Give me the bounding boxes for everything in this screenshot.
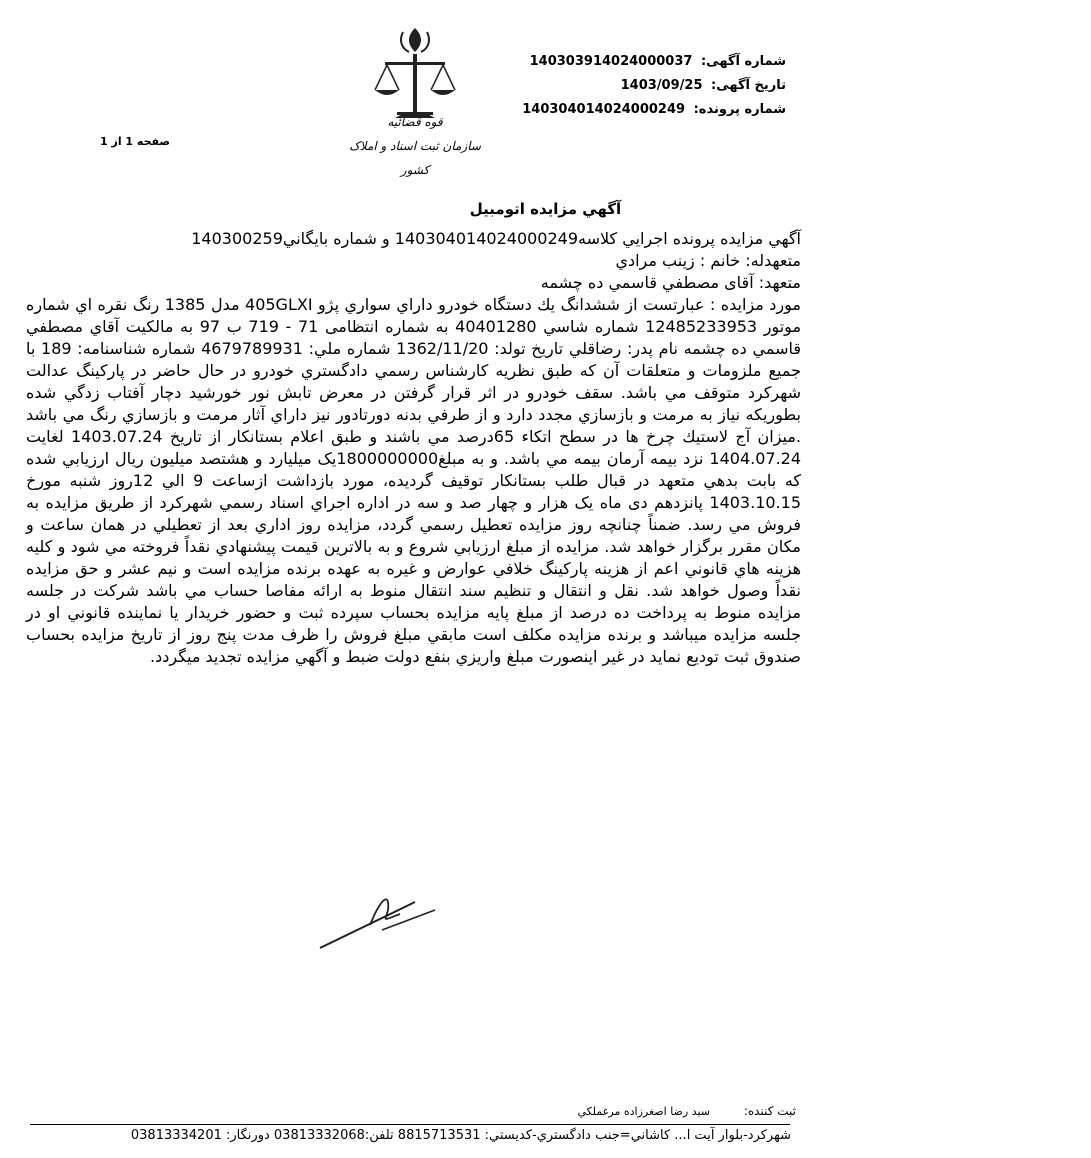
debtor-line: متعهد: آقای مصطفي قاسمي ده چشمه <box>540 273 801 292</box>
case-number-row <box>522 98 786 122</box>
notice-number: 140303914024000037 <box>529 54 693 69</box>
creditor-line: متعهدله: خانم : زينب مرادي <box>615 251 801 270</box>
header-meta <box>522 50 786 122</box>
footer-divider <box>30 1124 790 1125</box>
registrar <box>577 1104 796 1118</box>
notice-body <box>26 228 801 668</box>
auction-details-paragraph: مورد مزايده : عبارتست از ششدانگ يك دستگاه خودرو داراي سواري پژو 405GLXI مدل 1385 رنگ نقره اي شماره موتور 12485233953 شماره شاسي 40401280 به شماره انتظامی 71 - 719 ب 97 به مالكيت آقاي مصطفي قاسمي ده چشمه نام پدر: رضاقلي تاريخ تولد: 1362/11/20 شماره ملي: 4679789931 شماره شناسنامه: 189 با جميع ملزومات و متعلقات آن كه طبق نظريه كارشناس رسمي دادگستري خودرو در حال حاضر در پاركينگ عدالت شهركرد متوقف مي باشد. سقف خودرو در اثر قرار گرفتن در معرض تابش نور خورشيد دچار آفتاب زدگي شده بطوريكه نياز به مرمت و بازسازي مجدد دارد و از طرفي بدنه دورتادور نيز داراي آثار مرمت و بازسازي رنگ مي باشد .ميزان آج لاستيك چرخ ها در سطح اتكاء 65درصد مي باشند و طبق اعلام بستانكار از تاريخ 1403.07.24 لغايت 1404.07.24 نزد بيمه آرمان بيمه مي باشد. و به مبلغ1800000000يک ميليارد و هشتصد ميليون ريال ارزيابي شده كه بابت بدهي متعهد در قبال طلب بستانكار توقيف گرديده، مورد بازداشت ازساعت 9 الي 12روز شنبه مورخ 1403.10.15 پانزدهم دی ماه يک هزار و چهار صد و سه در اداره اجراي اسناد رسمي شهركرد از طريق مزايده به فروش مي رسد. ضمناً چنانچه روز مزايده تعطيل رسمي گردد، مزايده روز اداري بعد از تعطيلي در همان ساعت و مكان مقرر برگزار خواهد شد. مزايده از مبلغ ارزيابي شروع و به بالاترين قيمت پيشنهادي نقداً فروخته مي شود و كليه هزينه هاي قانوني اعم از هزينه پاركينگ خلافي عوارض و غيره به عهده برنده مزايده است و نيم عشر و حق مزايده نقداً وصول خواهد شد. نقل و انتقال و تنظيم سند انتقال منوط به ارائه مفاصا حساب مي باشد شركت در جلسه مزايده منوط به پرداخت ده درصد از مبلغ پايه مزايده بحساب سپرده ثبت و حضور خريدار يا نماينده قانوني او در جلسه مزايده ميباشد و برنده مزايده مكلف است مابقي مبلغ فروش را ظرف مدت پنج روز از تاريخ مزايده بحساب صندوق ثبت توديع نمايد در غير اينصورت مبلغ واريزي بنفع دولت ضبط و آگهي مزايده تجديد ميگردد. <box>26 295 802 666</box>
case-number-label: شماره پرونده: <box>693 102 786 117</box>
notice-date-label: تاريخ آگهی: <box>711 78 786 93</box>
notice-date: 1403/09/25 <box>620 78 703 93</box>
signature-icon <box>310 880 440 960</box>
notice-number-row <box>526 50 786 74</box>
emblem-line1: قوه قضائیه <box>387 115 443 129</box>
page-number: صفحه 1 از 1 <box>100 135 171 148</box>
registrar-label: ثبت کننده: <box>743 1104 796 1118</box>
notice-number-label: شماره آگهی: <box>700 54 786 69</box>
registrar-name: سيد رضا اصغرزاده مرغملکي <box>577 1105 711 1118</box>
case-number: 140304014024000249 <box>522 102 686 117</box>
footer-address: شهرکرد-بلوار آيت ا... کاشاني=جنب دادگستري-کديستي: 8815713531 تلفن:03813332068 دورنگار: 03813334201 <box>130 1128 791 1143</box>
case-reference-line: آگهي مزايده پرونده اجرايي كلاسه140304014024000249 و شماره بايگاني140300259 <box>191 229 801 248</box>
notice-date-row <box>526 74 786 98</box>
emblem-caption <box>340 110 490 182</box>
document-title: آگهي مزايده اتومبيل <box>469 200 622 218</box>
emblem-line2: سازمان ثبت اسناد و املاک کشور <box>349 139 481 177</box>
